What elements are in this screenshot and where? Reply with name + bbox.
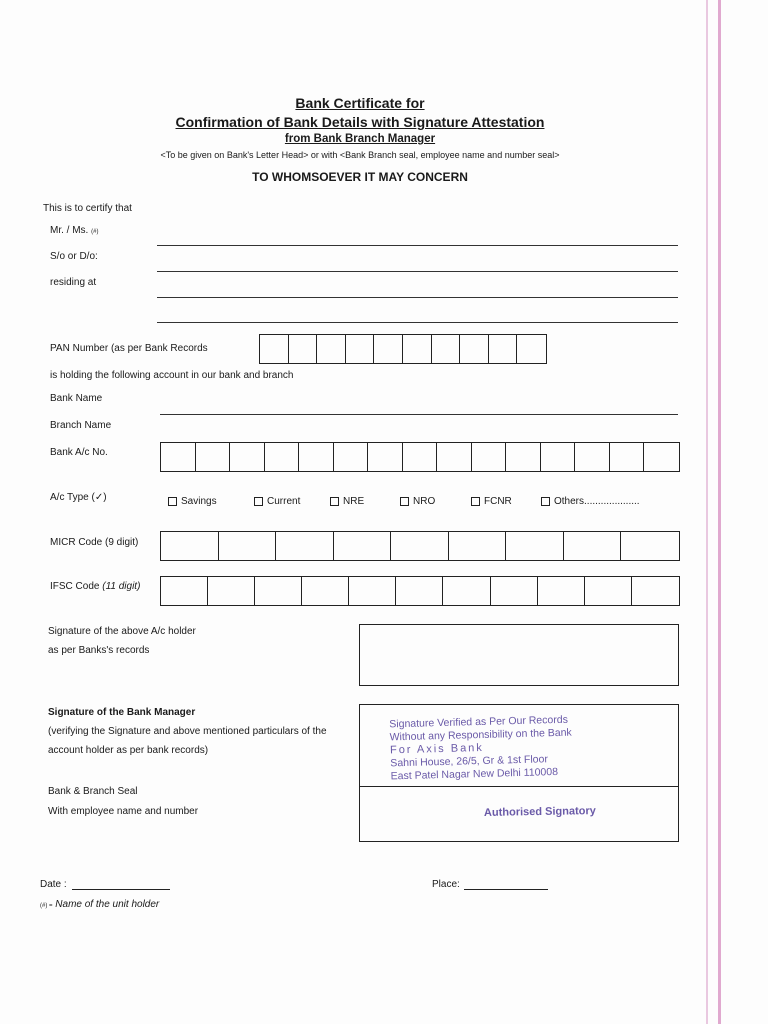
ifsc-char-box[interactable] bbox=[161, 577, 208, 605]
pan-digit-box[interactable] bbox=[289, 335, 318, 363]
account-digit-box[interactable] bbox=[299, 443, 334, 471]
micr-digit-box[interactable] bbox=[506, 532, 564, 560]
account-digit-box[interactable] bbox=[541, 443, 576, 471]
certificate-subtitle: Confirmation of Bank Details with Signature Attestation bbox=[175, 114, 545, 130]
stamp-line-5: East Patel Nagar New Delhi 110008 bbox=[390, 765, 559, 783]
micr-digit-box[interactable] bbox=[219, 532, 277, 560]
residing-line-1[interactable] bbox=[157, 297, 678, 298]
account-digit-box[interactable] bbox=[506, 443, 541, 471]
ac-type-current[interactable] bbox=[254, 496, 300, 507]
mr-ms-line[interactable] bbox=[157, 245, 678, 246]
stamp-line-2: Without any Responsibility on the Bank bbox=[389, 726, 572, 744]
pan-label: PAN Number (as per Bank Records bbox=[50, 343, 208, 354]
pan-digit-box[interactable] bbox=[374, 335, 403, 363]
account-digit-box[interactable] bbox=[196, 443, 231, 471]
pan-digit-box[interactable] bbox=[403, 335, 432, 363]
ac-type-others[interactable] bbox=[541, 496, 640, 507]
account-digit-box[interactable] bbox=[334, 443, 369, 471]
ac-type-fcnr-label: FCNR bbox=[484, 496, 512, 507]
account-digit-box[interactable] bbox=[265, 443, 300, 471]
holder-signature-label: Signature of the above A/c holder bbox=[48, 626, 196, 637]
mr-ms-label bbox=[50, 225, 98, 236]
residing-label: residing at bbox=[50, 277, 97, 288]
footnote-text: Name of the unit holder bbox=[55, 899, 160, 910]
micr-digit-box[interactable] bbox=[334, 532, 392, 560]
letterhead-instruction: <To be given on Bank's Letter Head> or with <Bank Branch seal, employee name and number seal> bbox=[160, 150, 560, 160]
seal-label-2: With employee name and number bbox=[48, 806, 199, 817]
mr-ms-mark: (#) bbox=[91, 229, 99, 235]
so-do-label: S/o or D/o: bbox=[50, 251, 98, 262]
authorised-signatory-stamp: Authorised Signatory bbox=[483, 805, 596, 819]
place-label: Place: bbox=[432, 879, 460, 890]
ac-type-nre-label: NRE bbox=[343, 496, 365, 507]
verify-text-2: account holder as per bank records) bbox=[48, 745, 209, 756]
checkbox-icon bbox=[330, 497, 339, 506]
micr-label: MICR Code (9 digit) bbox=[50, 537, 139, 548]
bank-name-line[interactable] bbox=[160, 414, 678, 415]
date-label: Date : bbox=[40, 879, 67, 890]
ac-type-others-label: Others.................... bbox=[554, 496, 640, 507]
pan-digit-box[interactable] bbox=[317, 335, 346, 363]
ifsc-char-box[interactable] bbox=[255, 577, 302, 605]
ifsc-char-box[interactable] bbox=[443, 577, 490, 605]
certify-label: This is to certify that bbox=[43, 203, 132, 214]
branch-name-label: Branch Name bbox=[50, 420, 112, 431]
ifsc-char-box[interactable] bbox=[538, 577, 585, 605]
ifsc-char-box[interactable] bbox=[208, 577, 255, 605]
certificate-title: Bank Certificate for bbox=[295, 95, 425, 111]
checkbox-icon bbox=[168, 497, 177, 506]
ifsc-char-box[interactable] bbox=[585, 577, 632, 605]
account-no-boxes[interactable] bbox=[160, 442, 680, 472]
ifsc-label bbox=[50, 581, 140, 592]
account-digit-box[interactable] bbox=[403, 443, 438, 471]
checkbox-icon bbox=[400, 497, 409, 506]
so-do-line[interactable] bbox=[157, 271, 678, 272]
pan-boxes[interactable] bbox=[259, 334, 547, 364]
ac-type-label: A/c Type (✓) bbox=[50, 492, 107, 503]
ifsc-text: IFSC Code bbox=[50, 581, 100, 592]
account-digit-box[interactable] bbox=[472, 443, 507, 471]
ac-type-nro-label: NRO bbox=[413, 496, 436, 507]
ifsc-char-box[interactable] bbox=[396, 577, 443, 605]
holding-label: is holding the following account in our bank and branch bbox=[50, 370, 294, 381]
micr-digit-box[interactable] bbox=[276, 532, 334, 560]
account-no-label: Bank A/c No. bbox=[50, 447, 108, 458]
from-line: from Bank Branch Manager bbox=[284, 133, 436, 145]
bank-name-label: Bank Name bbox=[50, 393, 103, 404]
account-digit-box[interactable] bbox=[644, 443, 679, 471]
checkbox-icon bbox=[541, 497, 550, 506]
manager-signature-label: Signature of the Bank Manager bbox=[48, 707, 196, 718]
micr-boxes[interactable] bbox=[160, 531, 680, 561]
ifsc-hint: (11 digit) bbox=[102, 581, 141, 592]
micr-digit-box[interactable] bbox=[161, 532, 219, 560]
pan-digit-box[interactable] bbox=[517, 335, 546, 363]
account-digit-box[interactable] bbox=[610, 443, 645, 471]
pan-digit-box[interactable] bbox=[432, 335, 461, 363]
ifsc-char-box[interactable] bbox=[491, 577, 538, 605]
footnote bbox=[40, 899, 159, 910]
stamp-line-1: Signature Verified as Per Our Records bbox=[389, 713, 569, 731]
date-line[interactable] bbox=[72, 889, 170, 890]
pan-digit-box[interactable] bbox=[346, 335, 375, 363]
ac-type-savings-label: Savings bbox=[181, 496, 217, 507]
ac-type-savings[interactable] bbox=[168, 496, 217, 507]
ifsc-char-box[interactable] bbox=[632, 577, 679, 605]
seal-label-1: Bank & Branch Seal bbox=[48, 786, 138, 797]
residing-line-2[interactable] bbox=[157, 322, 678, 323]
stamp-line-4: Sahni House, 26/5, Gr & 1st Floor bbox=[390, 753, 549, 770]
account-digit-box[interactable] bbox=[161, 443, 196, 471]
concern-heading: TO WHOMSOEVER IT MAY CONCERN bbox=[252, 170, 468, 184]
account-digit-box[interactable] bbox=[575, 443, 610, 471]
account-digit-box[interactable] bbox=[437, 443, 472, 471]
checkbox-icon bbox=[471, 497, 480, 506]
verify-text-1: (verifying the Signature and above mentioned particulars of the bbox=[48, 726, 327, 737]
holder-signature-label-2: as per Banks's records bbox=[48, 645, 150, 656]
mr-ms-text: Mr. / Ms. bbox=[50, 225, 89, 236]
ifsc-char-box[interactable] bbox=[349, 577, 396, 605]
checkbox-icon bbox=[254, 497, 263, 506]
micr-digit-box[interactable] bbox=[564, 532, 622, 560]
ifsc-char-box[interactable] bbox=[302, 577, 349, 605]
pan-digit-box[interactable] bbox=[460, 335, 489, 363]
bank-stamp bbox=[389, 714, 573, 784]
place-line[interactable] bbox=[464, 889, 548, 890]
pan-digit-box[interactable] bbox=[489, 335, 518, 363]
ac-type-nre[interactable] bbox=[330, 496, 364, 507]
footnote-mark: (#) = bbox=[40, 903, 53, 909]
ac-type-nro[interactable] bbox=[400, 496, 435, 507]
ac-type-fcnr[interactable] bbox=[471, 496, 512, 507]
ac-type-current-label: Current bbox=[267, 496, 301, 507]
stamp-line-3: For Axis Bank bbox=[389, 741, 485, 757]
micr-digit-box[interactable] bbox=[621, 532, 679, 560]
holder-signature-box[interactable] bbox=[359, 624, 679, 686]
pan-digit-box[interactable] bbox=[260, 335, 289, 363]
ifsc-boxes[interactable] bbox=[160, 576, 680, 606]
account-digit-box[interactable] bbox=[230, 443, 265, 471]
account-digit-box[interactable] bbox=[368, 443, 403, 471]
micr-digit-box[interactable] bbox=[391, 532, 449, 560]
micr-digit-box[interactable] bbox=[449, 532, 507, 560]
